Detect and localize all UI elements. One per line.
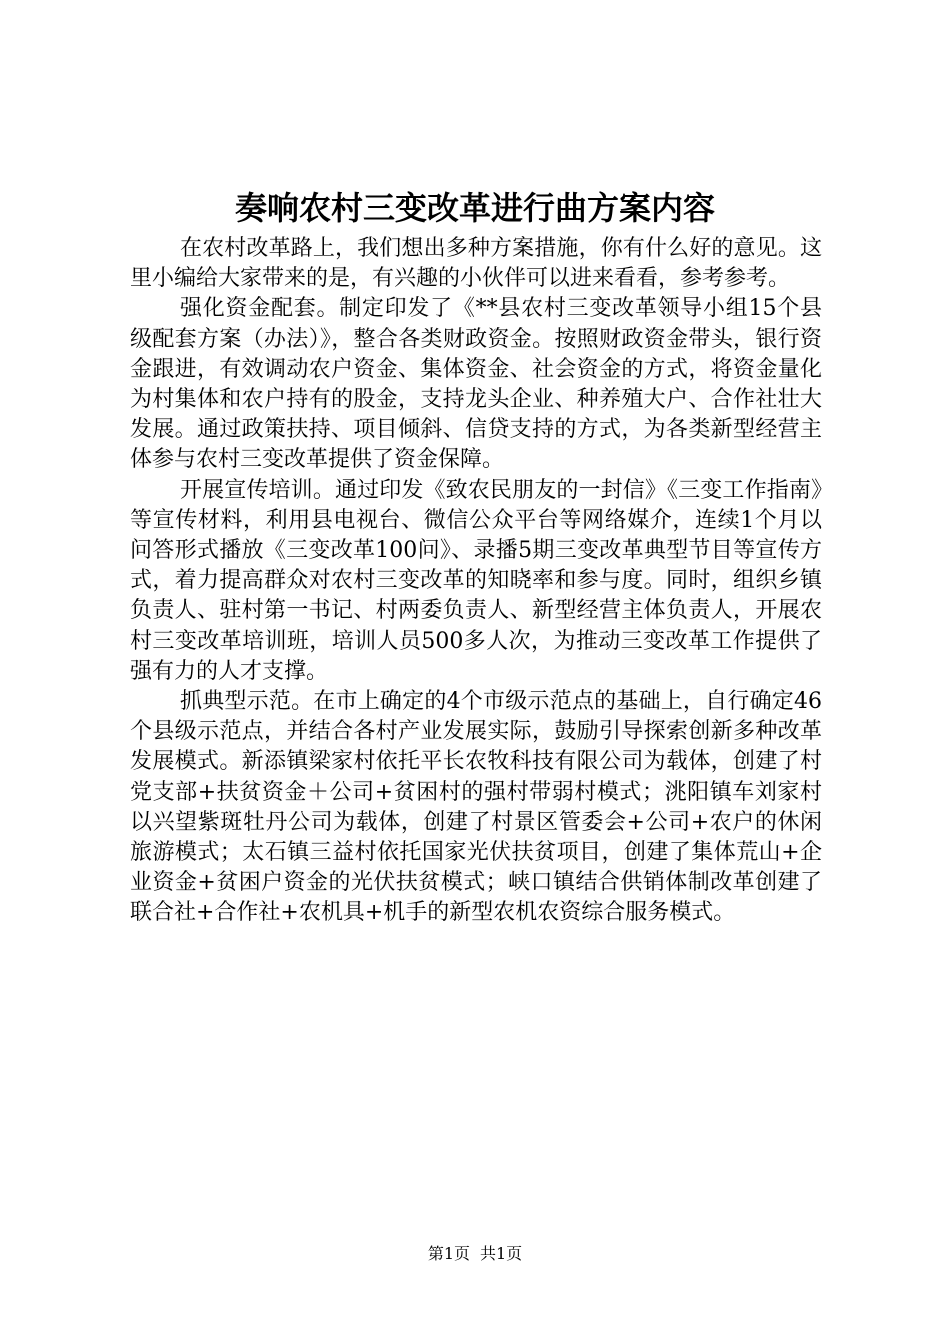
paragraph-demonstration: 抓典型示范。在市上确定的4个市级示范点的基础上，自行确定46个县级示范点，并结合各村产业发展实际，鼓励引导探索创新多种改革发展模式。新添镇梁家村依托平长农牧科技有限公司为载体，创建了村党支部+扶贫资金＋公司+贫困村的强村带弱村模式；洮阳镇车刘家村以兴望紫斑牡丹公司为载体，创建了村景区管委会+公司+农户的休闲旅游模式；太石镇三益村依托国家光伏扶贫项目，创建了集体荒山+企业资金+贫困户资金的光伏扶贫模式；峡口镇结合供销体制改革创建了联合社+合作社+农机具+机手的新型农机农资综合服务模式。 (130, 689, 822, 926)
page-number: 第1页 (427, 1244, 470, 1263)
paragraph-training: 开展宣传培训。通过印发《致农民朋友的一封信》《三变工作指南》等宣传材料，利用县电视台、微信公众平台等网络媒介，连续1个月以问答形式播放《三变改革100问》、录播5期三变改革典型节目等宣传方式，着力提高群众对农村三变改革的知晓率和参与度。同时，组织乡镇负责人、驻村第一书记、村两委负责人、新型经营主体负责人，开展农村三变改革培训班，培训人员500多人次，为推动三变改革工作提供了强有力的人才支撑。 (130, 477, 822, 684)
document-body (130, 234, 822, 929)
document-title: 奏响农村三变改革进行曲方案内容 (234, 189, 715, 227)
page-footer (0, 1242, 950, 1266)
paragraph-funding: 强化资金配套。制定印发了《**县农村三变改革领导小组15个县级配套方案（办法）》，整合各类财政资金。按照财政资金带头，银行资金跟进，有效调动农户资金、集体资金、社会资金的方式，将资金量化为村集体和农户持有的股金，支持龙头企业、种养殖大户、合作社壮大发展。通过政策扶持、项目倾斜、信贷支持的方式，为各类新型经营主体参与农村三变改革提供了资金保障。 (130, 296, 822, 473)
page-count: 共1页 (480, 1244, 523, 1263)
paragraph-intro: 在农村改革路上，我们想出多种方案措施，你有什么好的意见。这里小编给大家带来的是，有兴趣的小伙伴可以进来看看，参考参考。 (130, 236, 822, 292)
